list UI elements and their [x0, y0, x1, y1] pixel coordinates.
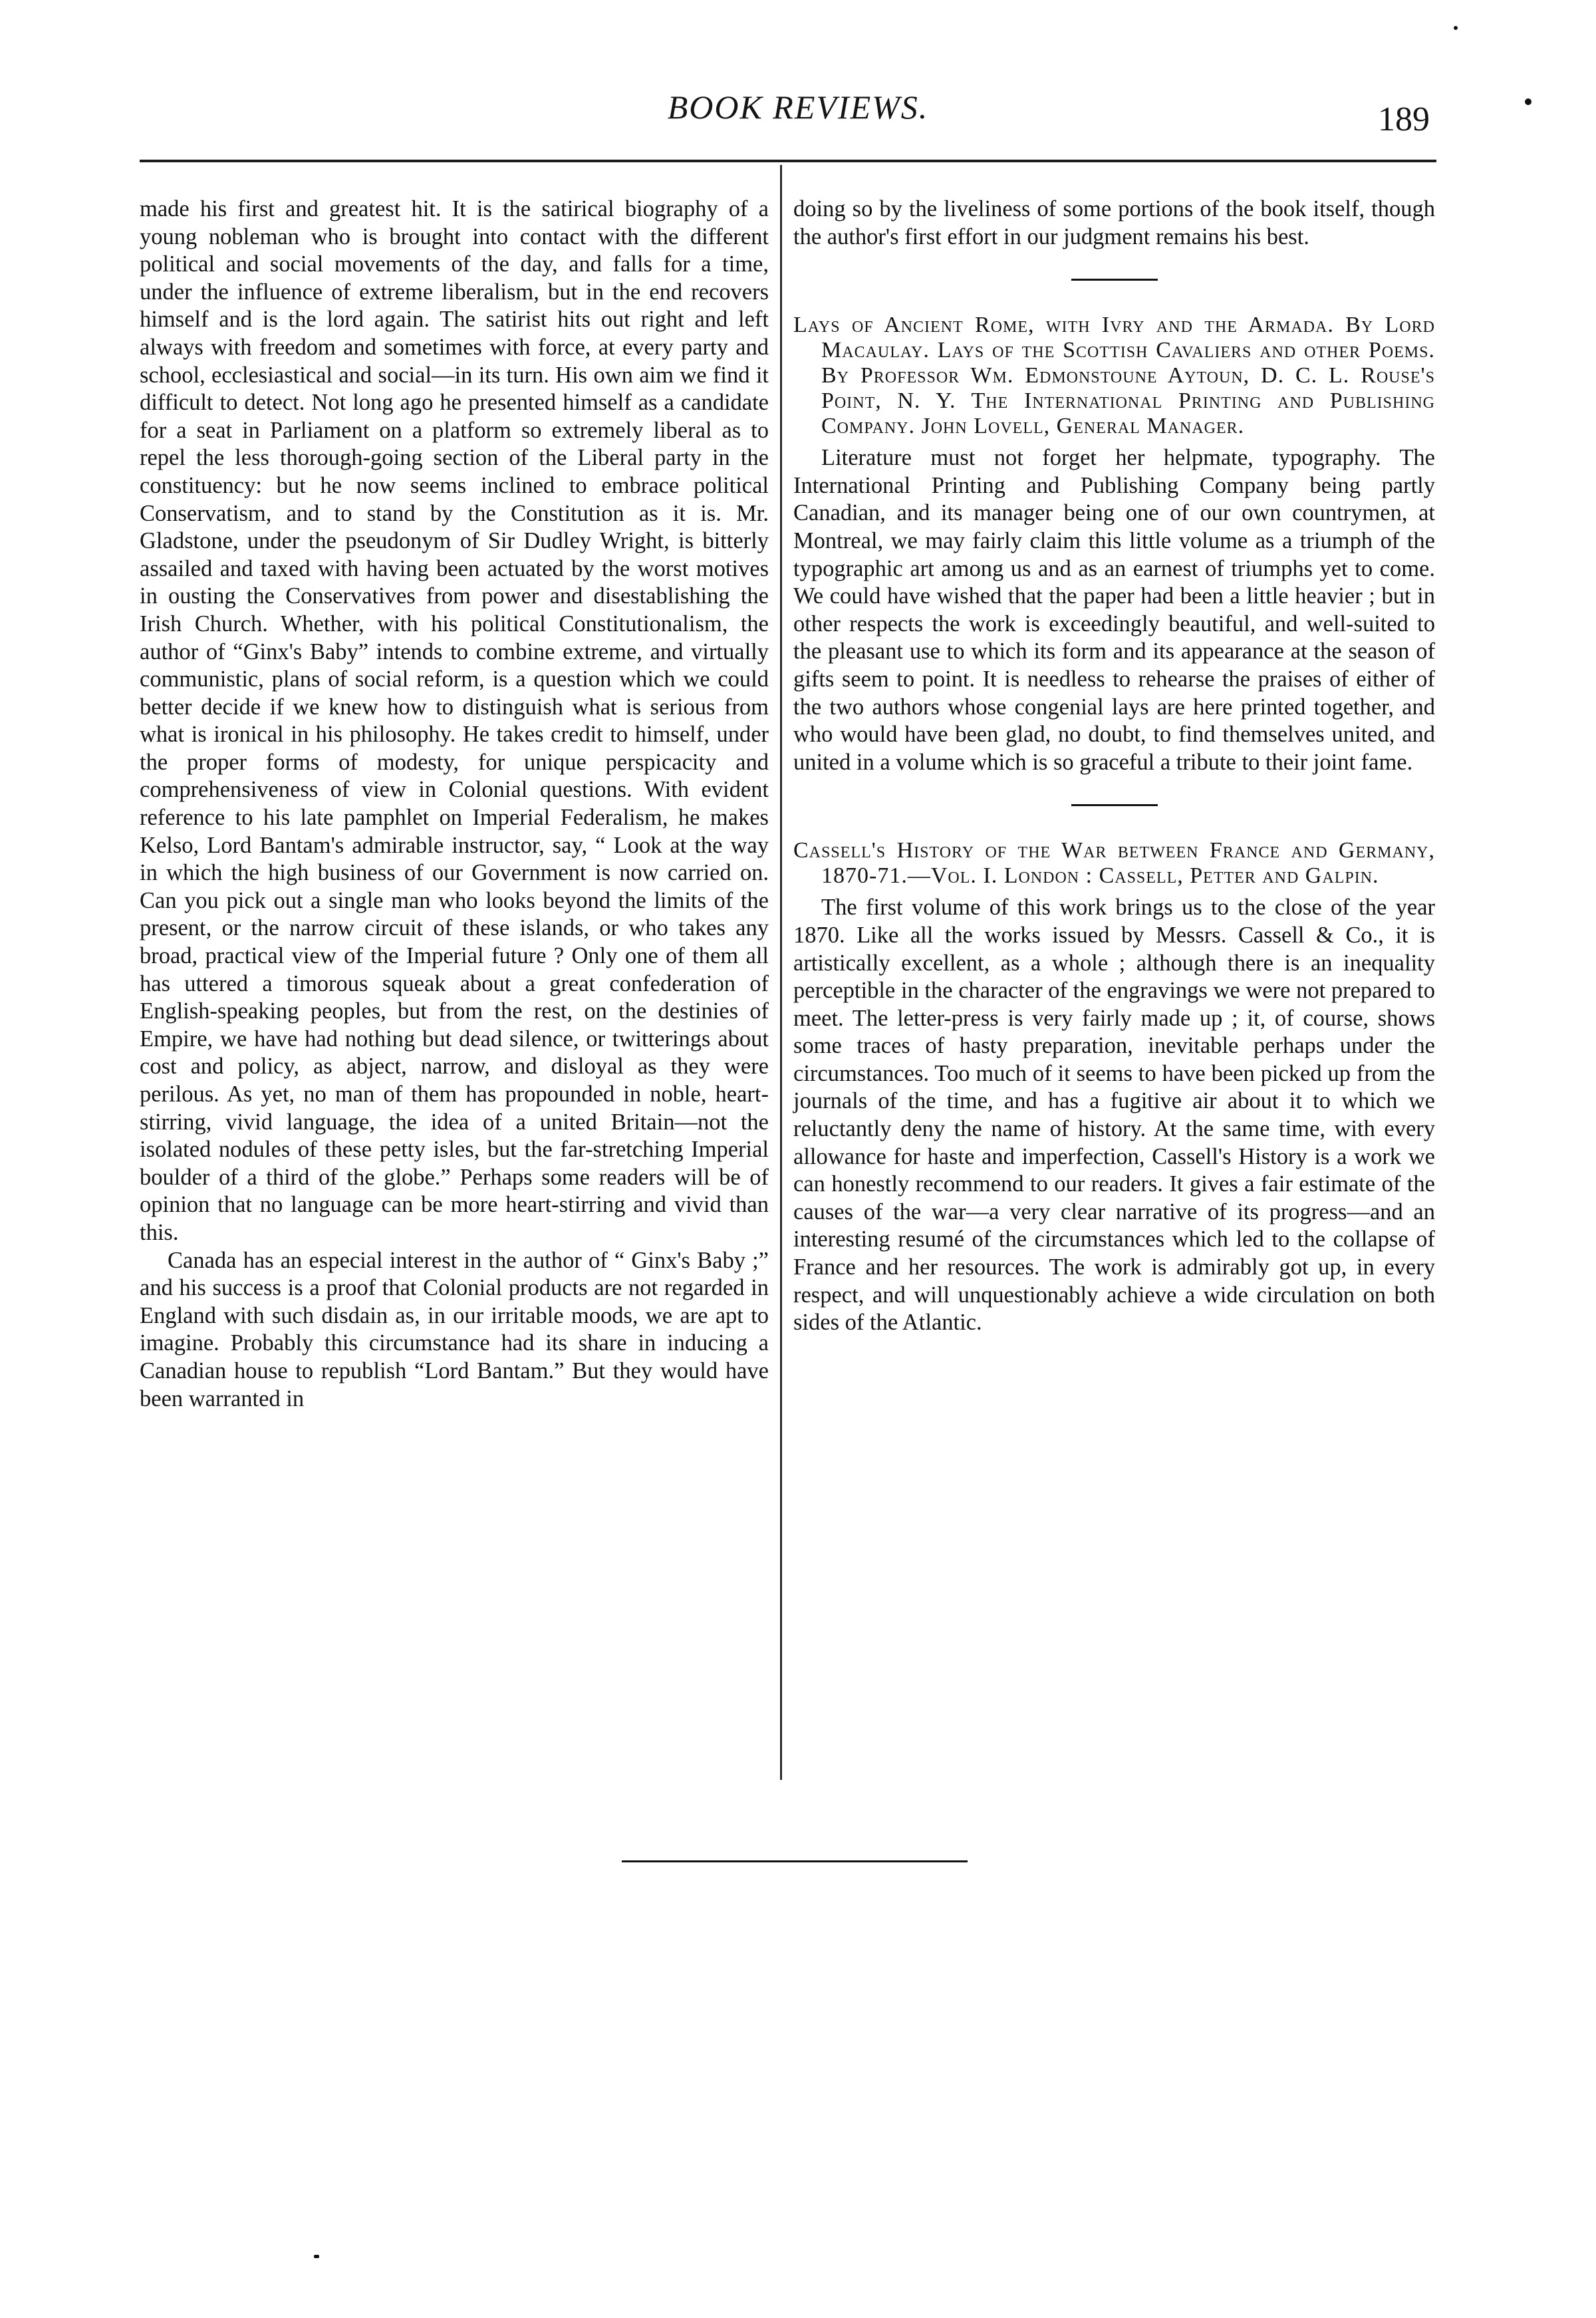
review-heading-cassell-history: Cassell's History of the War between France and Germany, 1870-71.—Vol. I. London : Cassell, Petter and Galpin. [793, 838, 1435, 889]
footer-rule [622, 1860, 968, 1862]
section-divider [1071, 804, 1158, 806]
left-column [140, 196, 769, 1413]
page-number: 189 [1378, 100, 1430, 138]
canada-paragraph: Canada has an especial interest in the author of “ Ginx's Baby ;” and his success is a proof that Colonial products are not regarded in England with such disdain as, in our irritable moods, we are apt to imagine. Probably this circumstance had its share in inducing a Canadian house to republish “Lord Bantam.” But they would have been warranted in [140, 1247, 769, 1411]
review-body-cassell-history: The first volume of this work brings us to the close of the year 1870. Like all the works issued by Messrs. Cassell & Co., it is artistically excellent, as a whole ; although there is an inequality perceptible in the character of the engravings we were not prepared to meet. The letter-press is very fairly made up ; it, of course, shows some traces of hasty preparation, inevitable perhaps under the circumstances. Too much of it seems to have been picked up from the journals of the time, and has a fugitive air about it to which we reluctantly deny the name of history. At the same time, with every allowance for haste and imperfection, Cassell's History is a work we can honestly recommend to our readers. It gives a fair estimate of the causes of the war—a very clear narrative of its progress—and an interesting resumé of the circumstances which led to the collapse of France and her resources. The work is admirably got up, in every respect, and will unquestionably achieve a wide circulation on both sides of the Atlantic. [793, 895, 1435, 1336]
print-speck [314, 2255, 319, 2258]
review-heading-lays: Lays of Ancient Rome, with Ivry and the Armada. By Lord Macaulay. Lays of the Scottish Cavaliers and other Poems. By Professor Wm. Edmonstoune Aytoun, D. C. L. Rouse's Point, N. Y. The International Printing and Publishing Company. John Lovell, General Manager. [793, 313, 1435, 439]
continued-review-ending: doing so by the liveliness of some portions of the book itself, though the author's first effort in our judgment remains his best. [793, 196, 1435, 249]
column-divider [780, 165, 782, 1780]
review-body-lays: Literature must not forget her helpmate, typography. The International Printing and Publishing Company being partly Canadian, and its manager being one of our own countrymen, at Montreal, we may fairly claim this little volume as a triumph of the typographic art among us and as an earnest of triumphs yet to come. We could have wished that the paper had been a little heavier ; but in other respects the work is exceedingly beautiful, and well-suited to the pleasant use to which its form and its appearance at the season of gifts seem to point. It is needless to rehearse the praises of either of the two authors whose congenial lays are here printed together, and who would have been glad, no doubt, to find themselves united, and united in a volume which is so graceful a tribute to their joint fame. [793, 445, 1435, 775]
print-speck [1525, 98, 1531, 105]
section-divider [1071, 279, 1158, 281]
print-speck [1454, 26, 1458, 30]
continued-review-paragraph: made his first and greatest hit. It is the satirical biography of a young nobleman who is brought into contact with the different political and social movements of the day, and falls for a time, under the influence of extreme liberalism, but in the end recovers himself and is the lord again. The satirist hits out right and left always with freedom and sometimes with force, at every party and school, ecclesiastical and social—in its turn. His own aim we find it difficult to detect. Not long ago he presented himself as a candidate for a seat in Parliament on a platform so extremely liberal as to repel the less thorough-going section of the Liberal party in the constituency: but he now seems inclined to embrace political Conservatism, and to stand by the Constitution as it is. Mr. Gladstone, under the pseudonym of Sir Dudley Wright, is bitterly assailed and taxed with having been actuated by the worst motives in ousting the Conservatives from power and disestablishing the Irish Church. Whether, with his political Constitutionalism, the author of “Ginx's Baby” intends to combine extreme, and virtually communistic, plans of social reform, is a question which we could better decide if we knew how to distinguish what is serious from what is ironical in his philosophy. He takes credit to himself, under the proper forms of modesty, for unique perspicacity and comprehensiveness of view in Colonial questions. With evident reference to his late pamphlet on Imperial Federalism, he makes Kelso, Lord Bantam's admirable instructor, say, “ Look at the way in which the high business of our Government is now carried on. Can you pick out a single man who looks beyond the limits of the present, or the narrow circuit of these islands, or who takes any broad, practical view of the Imperial future ? Only one of them all has uttered a timorous squeak about a great confederation of English-speaking peoples, but from the rest, on the destinies of Empire, we have had nothing but dead silence, or twitterings about cost and policy, as abject, narrow, and disloyal as they were perilous. As yet, no man of them has propounded in noble, heart-stirring, vivid language, the idea of a united Britain—not the isolated nodules of these petty isles, but the far-stretching Imperial boulder of a third of the globe.” Perhaps some readers will be of opinion that no language can be more heart-stirring and vivid than this. [140, 196, 769, 1245]
running-title: BOOK REVIEWS. [667, 88, 929, 126]
right-column [793, 196, 1435, 1337]
header-rule [140, 160, 1436, 162]
